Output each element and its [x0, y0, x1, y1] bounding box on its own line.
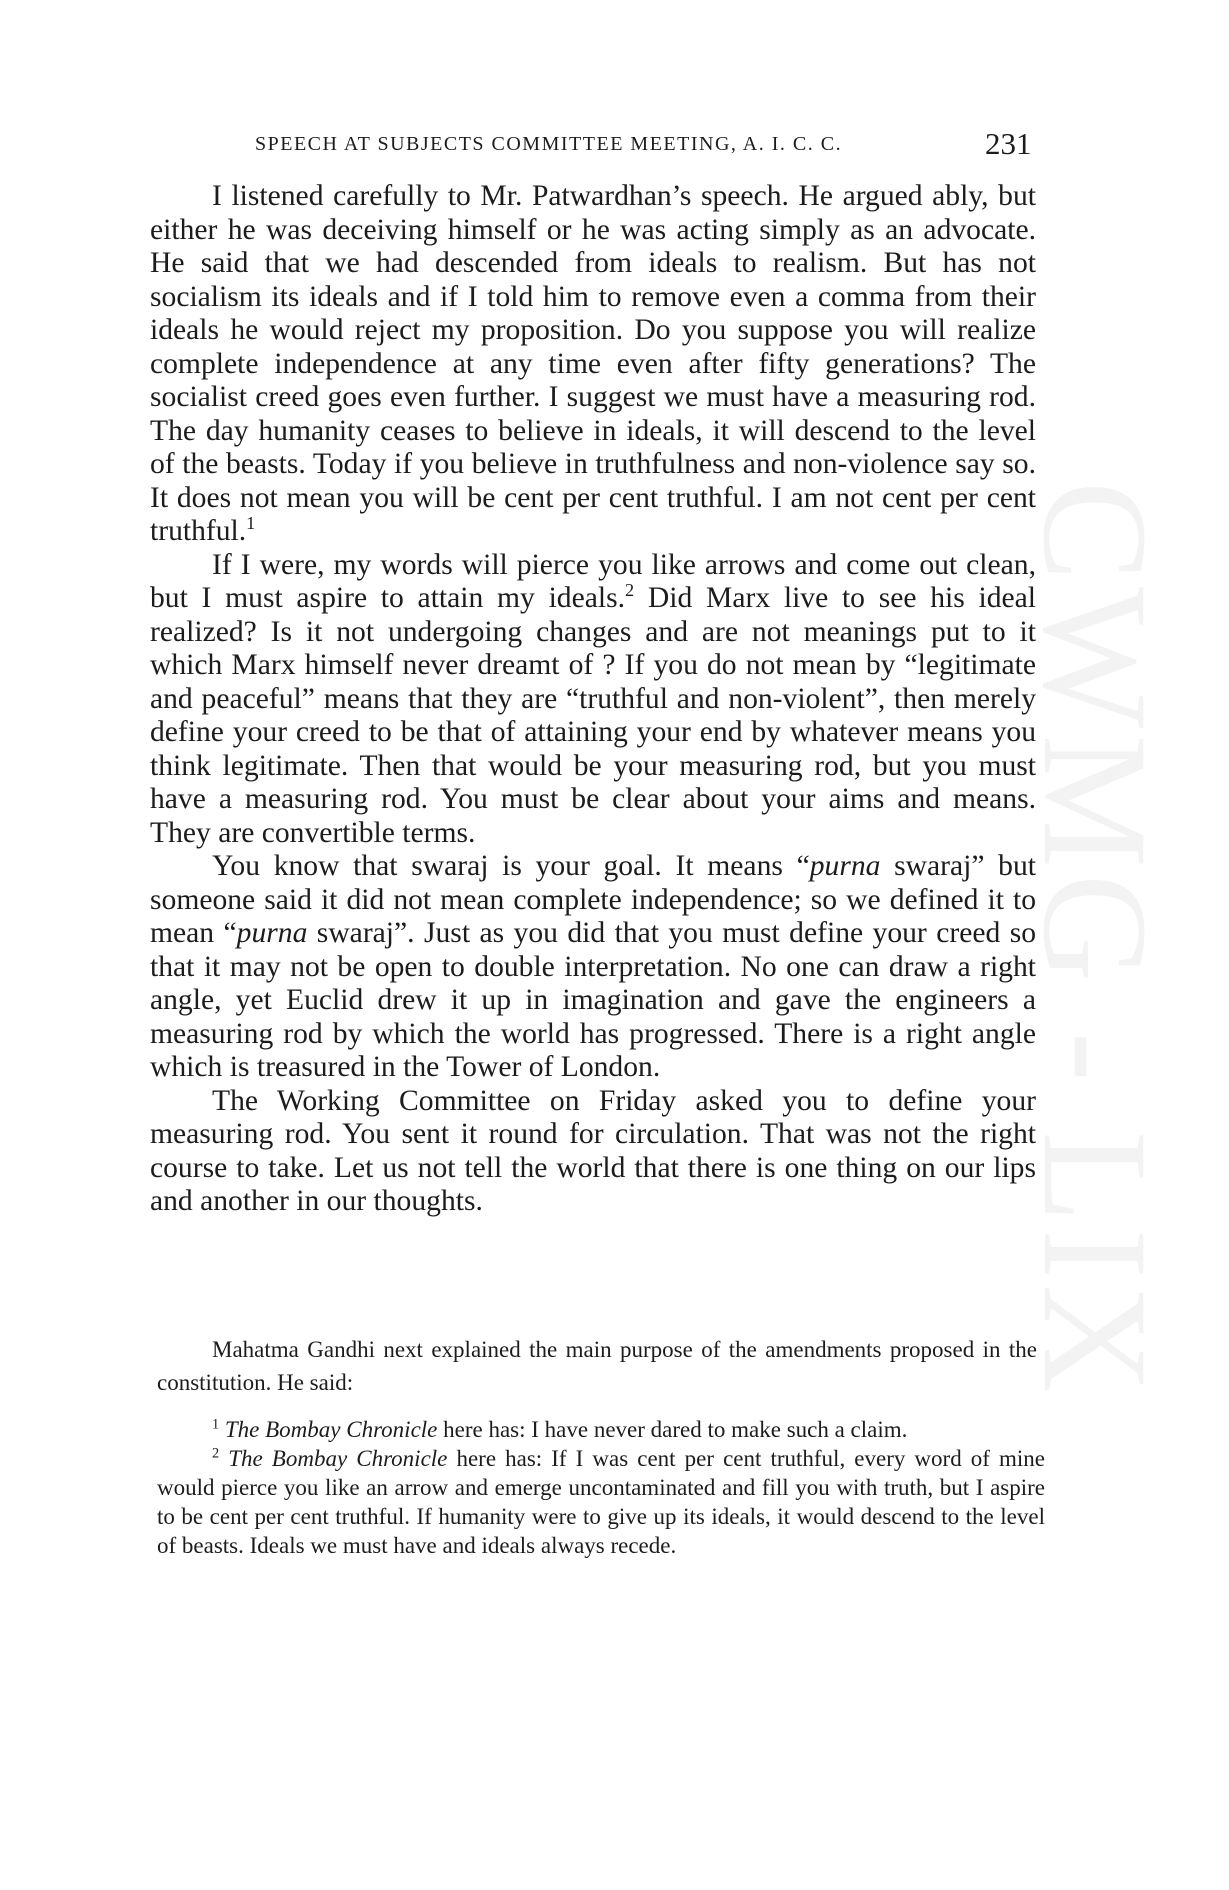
paragraph-3-text-b: swaraj” but someone said it did not mean complete independence; so we defined it to mean “ [150, 850, 1036, 949]
paragraph-1 [150, 180, 1036, 549]
footnote-ref-1: 1 [246, 513, 256, 534]
footnotes [157, 1415, 1045, 1560]
footnote-2-number: 2 [212, 1445, 220, 1462]
footnote-1-source: The Bombay Chronicle [224, 1417, 438, 1442]
paragraph-2 [150, 549, 1036, 851]
footnote-2-source: The Bombay Chronicle [228, 1446, 448, 1471]
paragraph-1-text: I listened carefully to Mr. Patwardhan’s speech. He argued ably, but either he was deceiving himself or he was acting simply as an advocate. He said that we had descended from ideals to realism. But has not socialism its ideals and if I told him to remove even a comma from their ideals he would reject my proposition. Do you suppose you will realize complete independence at any time even after fifty generations? The socialist creed goes even further. I suggest we must have a measuring rod. The day humanity ceases to believe in ideals, it will descend to the level of the beasts. Today if you believe in truthfulness and non-violence say so. It does not mean you will be cent per cent truthful. I am not cent per cent truthful. [150, 180, 1036, 547]
paragraph-3-emphasis-1: purna [809, 850, 881, 882]
footnote-1-number: 1 [212, 1416, 220, 1433]
footnote-1-text: here has: I have never dared to make such a claim. [437, 1417, 908, 1442]
narration: Mahatma Gandhi next explained the main purpose of the amendments proposed in the constitution. He said: [157, 1337, 1037, 1395]
footnote-1 [157, 1415, 1045, 1444]
footnote-2-text: here has: If I was cent per cent truthful, every word of mine would pierce you like an arrow and emerge uncontaminated and fill you with truth, but I aspire to be cent per cent truthful. If humanity were to give up its ideals, it would descend to the level of beasts. Ideals we must have and ideals always recede. [157, 1446, 1046, 1558]
footnote-ref-2: 2 [625, 580, 635, 601]
paragraph-2-text-b: Did Marx live to see his ideal realized? Is it not undergoing changes and are not meanings put to it which Marx himself never dreamt of ? If you do not mean by “legitimate and peaceful” means that they are “truthful and non-violent”, then merely define your creed to be that of attaining your end by whatever means you think legitimate. Then that would be your measuring rod, but you must have a measuring rod. You must be clear about your aims and means. They are convertible terms. [150, 582, 1037, 849]
running-head: SPEECH AT SUBJECTS COMMITTEE MEETING, A. I. C. C. [255, 133, 843, 155]
page-number: 231 [985, 126, 1032, 161]
paragraph-4: The Working Committee on Friday asked you to define your measuring rod. You sent it round for circulation. That was not the right course to take. Let us not tell the world that there is one thing on our lips and another in our thoughts. [150, 1084, 1036, 1217]
footnote-2 [157, 1444, 1045, 1560]
paragraph-3 [150, 850, 1036, 1085]
paragraph-3-emphasis-2: purna [236, 917, 308, 949]
watermark-text: CWMG - LIX [1012, 480, 1178, 1400]
paragraph-3-text-c: swaraj”. Just as you did that you must define your creed so that it may not be open to double interpretation. No one can draw a right angle, yet Euclid drew it up in imagination and gave the engineers a measuring rod by which the world has progressed. There is a right angle which is treasured in the Tower of London. [150, 917, 1037, 1083]
paragraph-2-text-a: If I were, my words will pierce you like arrows and come out clean, but I must aspire to attain my ideals. [150, 548, 1036, 614]
paragraph-3-text-a: You know that swaraj is your goal. It means “ [212, 850, 810, 882]
main-text [150, 180, 1036, 1219]
